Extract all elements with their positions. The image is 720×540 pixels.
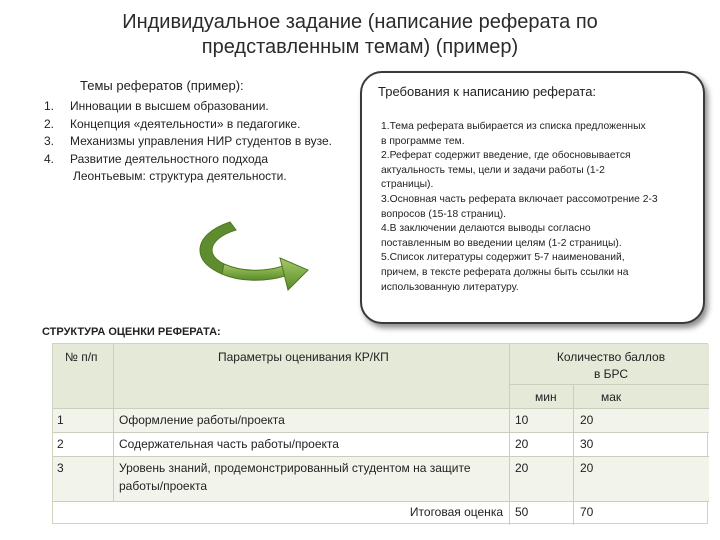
table-divider: [53, 456, 709, 457]
table-divider: [53, 408, 709, 409]
requirement-line: страницы).: [381, 179, 434, 191]
table-divider: [509, 344, 510, 525]
table-divider: [573, 384, 574, 525]
row-number: 3: [57, 461, 64, 475]
topic-number: [44, 168, 70, 186]
topic-number: 4.: [44, 151, 55, 166]
requirements-text: [381, 120, 701, 295]
requirement-line: 2.Реферат содержит введение, где обосновывается: [381, 150, 631, 162]
total-max-score: 70: [580, 505, 594, 519]
column-header-parameters: Параметры оценивания КР/КП: [218, 350, 389, 364]
topic-text: Концепция «деятельности» в педагогике.: [70, 116, 301, 131]
topics-list: [44, 98, 364, 186]
total-min-score: 50: [515, 505, 529, 519]
requirement-line: актуальность темы, цели и задачи работы (1-2: [381, 164, 605, 176]
requirement-line: 5.Список литературы содержит 5-7 наименований,: [381, 252, 625, 264]
topic-number: 2.: [44, 116, 55, 131]
grading-table: [52, 343, 708, 524]
row-min-score: 20: [515, 461, 529, 475]
structure-heading: СТРУКТУРА ОЦЕНКИ РЕФЕРАТА:: [42, 326, 221, 338]
topic-text: Инновации в высшем образовании.: [70, 99, 269, 113]
requirement-line: 1.Тема реферата выбирается из списка предложенных: [381, 121, 646, 132]
row-min-score: 20: [515, 437, 529, 451]
page-title: Индивидуальное задание (написание реферата по представленным темам) (пример): [122, 11, 598, 58]
requirement-line: вопросов (15-18 страниц).: [381, 208, 507, 220]
column-header-score-sub: в БРС: [593, 367, 629, 381]
row-parameter-continued: работы/проекта: [119, 479, 208, 493]
row-max-score: 20: [580, 461, 594, 475]
topic-item: [44, 98, 364, 116]
row-number: 2: [57, 437, 64, 451]
row-max-score: 20: [580, 413, 594, 427]
row-number: 1: [57, 413, 64, 427]
column-header-min: мин: [535, 390, 557, 404]
row-parameter: Уровень знаний, продемонстрированный студентом на защите: [119, 461, 471, 475]
requirement-line: поставленным во введении целям (1-2 страницы).: [381, 237, 622, 249]
requirement-line: в программе тем.: [381, 135, 465, 147]
table-divider: [113, 344, 114, 501]
topic-text: Механизмы управления НИР студентов в вузе.: [70, 134, 333, 148]
topic-item: [44, 116, 364, 134]
row-parameter: Содержательная часть работы/проекта: [119, 437, 339, 451]
topic-item-continuation: [44, 168, 364, 186]
topic-text: Развитие деятельностного подхода: [70, 151, 269, 166]
table-divider: [53, 501, 709, 502]
curved-arrow-icon: [190, 200, 315, 300]
column-header-number: № п/п: [65, 350, 98, 364]
row-max-score: 30: [580, 437, 594, 451]
requirement-line: использованную литературу.: [381, 281, 519, 293]
column-header-max: мак: [601, 390, 622, 404]
topic-text: Леонтьевым: структура деятельности.: [73, 169, 287, 183]
topic-item: [44, 133, 364, 151]
topic-number: 1.: [44, 99, 55, 113]
column-header-score: Количество баллов: [556, 350, 666, 364]
requirement-line: 4.В заключении делаются выводы согласно: [381, 223, 591, 235]
topic-number: 3.: [44, 134, 55, 148]
row-min-score: 10: [515, 413, 529, 427]
table-divider: [53, 432, 709, 433]
row-parameter: Оформление работы/проекта: [119, 413, 285, 427]
requirement-line: 3.Основная часть реферата включает рассомотрение 2-3: [381, 193, 658, 205]
topics-heading: Темы рефератов (пример):: [80, 78, 244, 93]
table-divider: [509, 384, 709, 385]
total-label: Итоговая оценка: [409, 505, 503, 519]
topic-item: [44, 151, 364, 169]
requirement-line: причем, в тексте реферата должны быть ссылки на: [381, 266, 629, 278]
requirements-heading: Требования к написанию реферата:: [378, 84, 597, 99]
